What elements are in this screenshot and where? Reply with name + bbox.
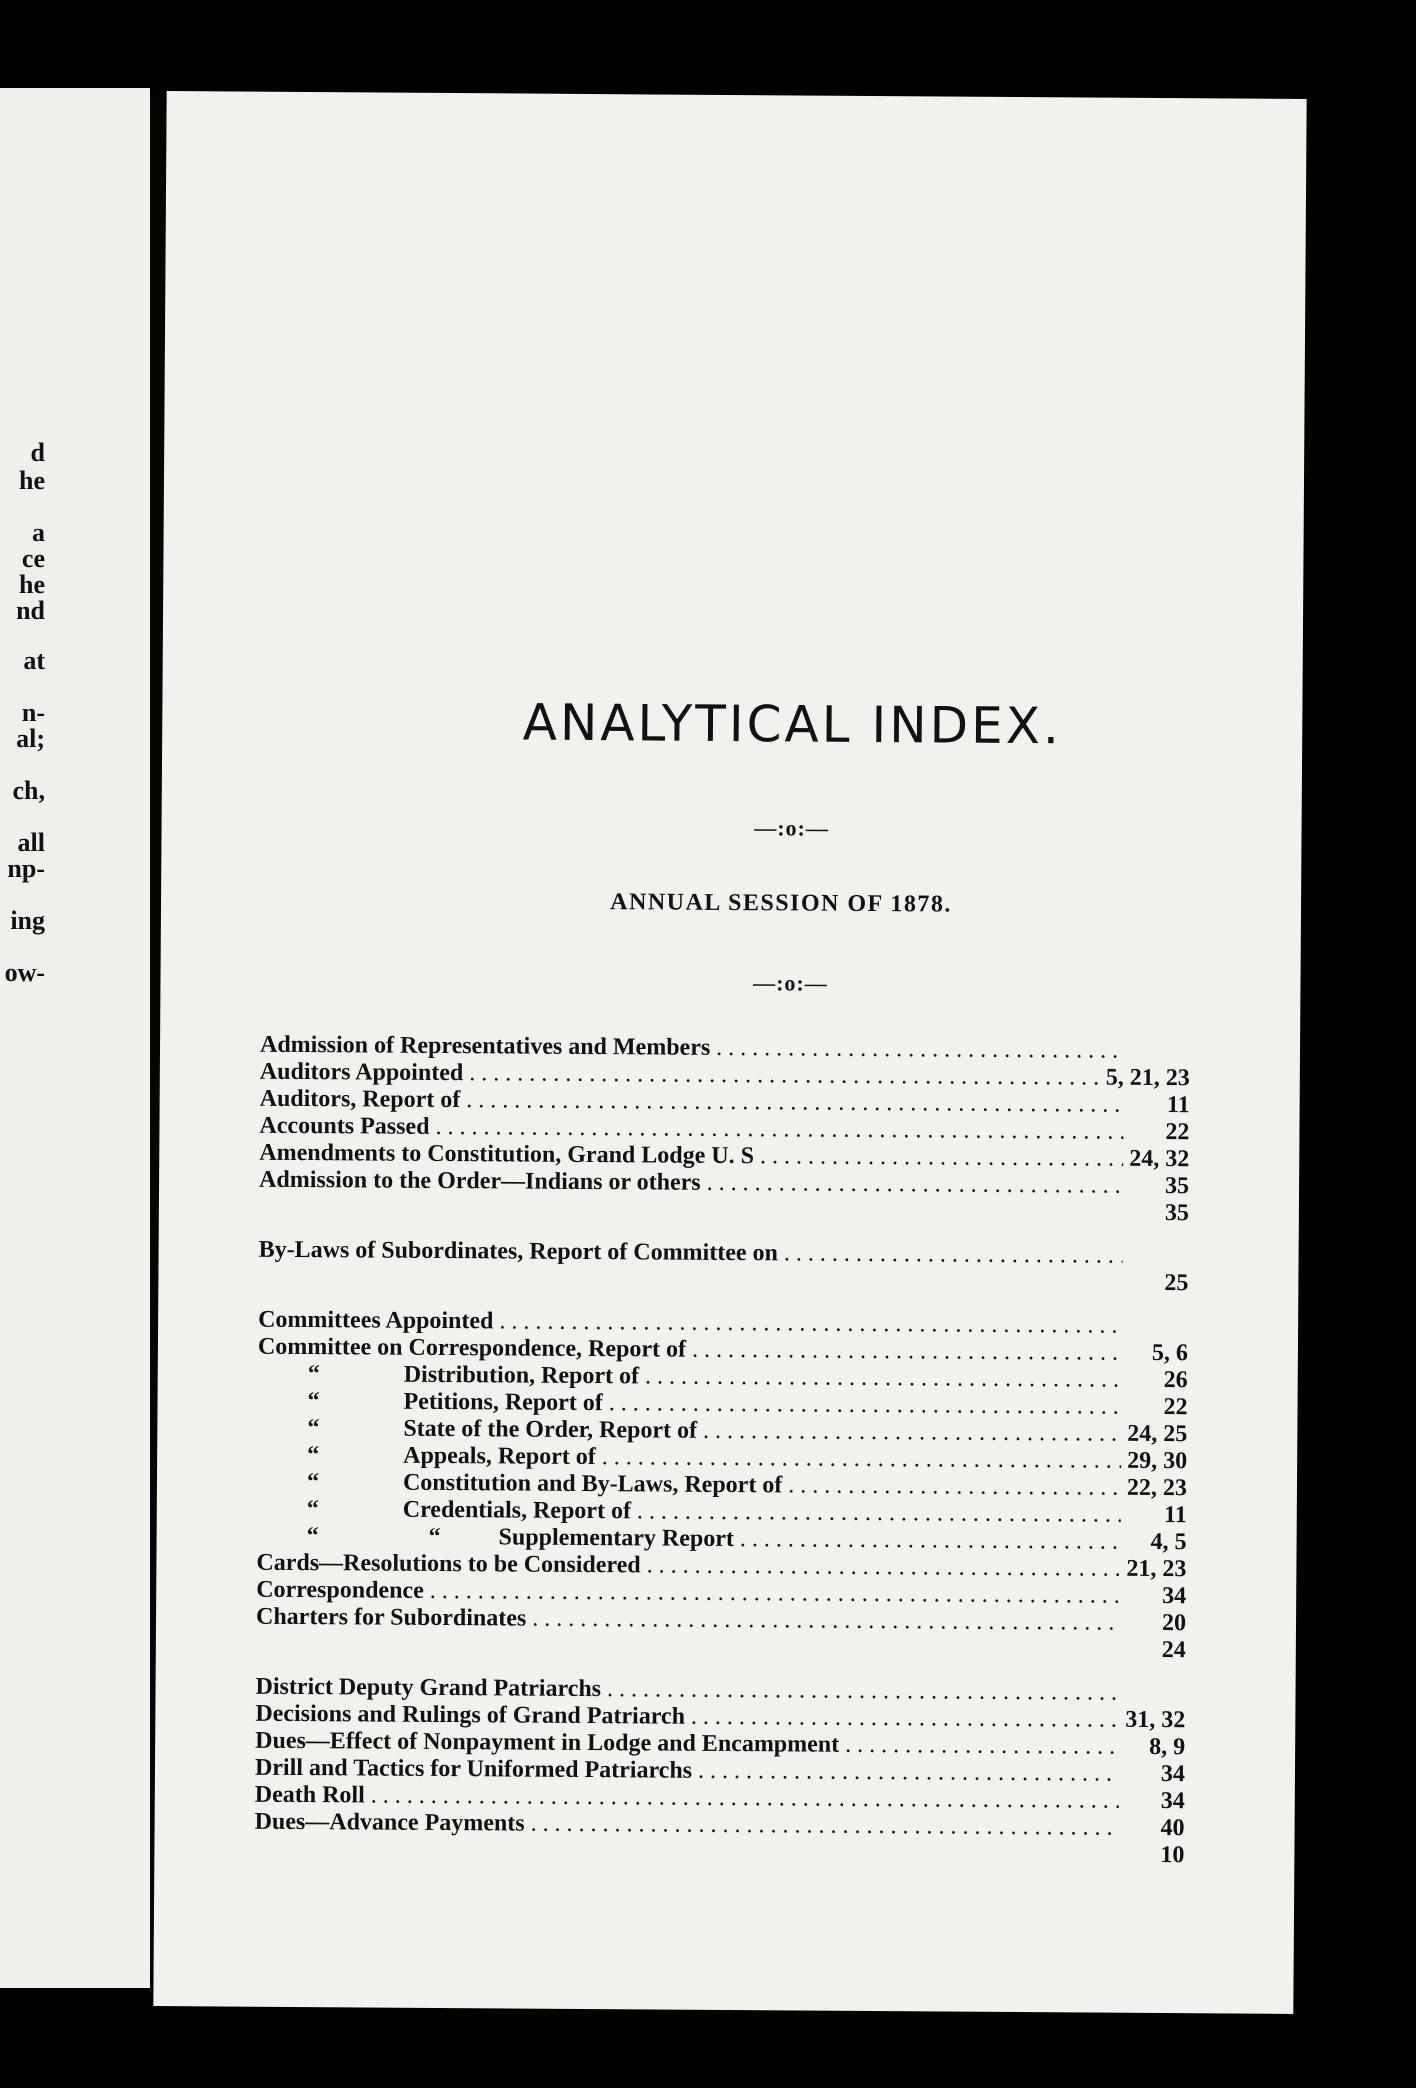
entry-text: Dues—Effect of Nonpayment in Lodge and Encampment <box>255 1727 840 1758</box>
entry-label <box>257 1469 783 1500</box>
left-page-fragment: ce <box>21 544 45 573</box>
entry-label <box>259 1237 778 1268</box>
entry-text: Auditors Appointed <box>259 1058 464 1087</box>
dot-leader <box>845 1732 1119 1761</box>
ditto-mark: “ <box>306 1496 319 1523</box>
dot-leader <box>607 1676 1120 1707</box>
left-page-text-fragments <box>0 88 150 1988</box>
page-numbers: 22, 23 <box>1126 1474 1188 1502</box>
ditto-mark: “ <box>428 1523 441 1550</box>
entry-text: Credentials, Report of <box>402 1496 632 1525</box>
ditto-mark: “ <box>306 1523 319 1550</box>
entry-text: Committees Appointed <box>258 1306 494 1335</box>
entry-text: Committee on Correspondence, Report of <box>257 1333 687 1363</box>
dot-leader <box>703 1418 1121 1448</box>
left-page-fragment: ch, <box>12 776 45 805</box>
entry-label <box>259 1167 701 1197</box>
entry-text: Drill and Tactics for Uniformed Patriarchs <box>254 1754 693 1784</box>
left-page-fragment: he <box>19 570 45 599</box>
left-page-fragment: ing <box>10 906 45 935</box>
dot-leader <box>647 1552 1121 1582</box>
dot-leader <box>784 1240 1123 1269</box>
entry-text: Supplementary Report <box>498 1524 735 1553</box>
dot-leader <box>788 1472 1121 1501</box>
left-page-fragment: nd <box>16 596 45 625</box>
dot-leader <box>691 1704 1120 1734</box>
page-numbers: 40 <box>1160 1815 1185 1842</box>
index-page <box>153 91 1306 2014</box>
dot-leader <box>609 1390 1122 1421</box>
page-numbers: 35 <box>1164 1173 1190 1200</box>
entry-text: Admission of Representatives and Members <box>259 1031 711 1061</box>
ditto-mark: “ <box>306 1469 320 1496</box>
entry-label <box>255 1674 601 1703</box>
ditto-mark: “ <box>307 1415 320 1442</box>
left-page-fragment: al; <box>16 724 45 753</box>
page-numbers: 34 <box>1160 1788 1185 1815</box>
entry-text: Correspondence <box>256 1576 424 1604</box>
entry-label <box>256 1577 424 1605</box>
entry-text: Accounts Passed <box>259 1112 430 1140</box>
entry-text: Death Roll <box>254 1781 365 1809</box>
session-subtitle: ANNUAL SESSION OF 1878. <box>610 889 952 918</box>
entry-text: Admission to the Order—Indians or others <box>259 1166 701 1196</box>
entry-text: Cards—Resolutions to be Considered <box>256 1549 641 1579</box>
entry-text: Distribution, Report of <box>403 1361 640 1390</box>
page-numbers: 20 <box>1161 1610 1187 1637</box>
entry-label <box>257 1415 697 1445</box>
entry-label <box>257 1496 631 1526</box>
entry-label <box>255 1701 685 1731</box>
ditto-mark: “ <box>307 1361 320 1388</box>
entry-text: District Deputy Grand Patriarchs <box>255 1673 602 1703</box>
entry-label <box>259 1140 754 1170</box>
left-page-fragment: he <box>19 466 45 495</box>
page-numbers: 34 <box>1160 1761 1186 1788</box>
entry-text: Constitution and By-Laws, Report of <box>402 1469 783 1499</box>
dot-leader <box>698 1758 1119 1788</box>
dot-leader <box>692 1337 1122 1367</box>
page-numbers: 25 <box>1164 1270 1189 1297</box>
page-numbers: 8, 9 <box>1149 1733 1186 1761</box>
subtitle-separator: —:o:— <box>753 970 828 996</box>
page-numbers: 4, 5 <box>1150 1528 1187 1556</box>
left-page-fragment: d <box>30 438 45 467</box>
dot-leader <box>532 1606 1120 1637</box>
dot-leader <box>645 1363 1122 1393</box>
page-numbers: 29, 30 <box>1127 1447 1188 1475</box>
page-numbers: 24 <box>1161 1637 1186 1664</box>
entry-text: By-Laws of Subordinates, Report of Committee on <box>258 1236 779 1267</box>
page-numbers: 21, 23 <box>1126 1555 1187 1583</box>
page-numbers: 31, 32 <box>1125 1706 1186 1734</box>
entry-label <box>255 1755 692 1785</box>
dot-leader <box>707 1170 1124 1200</box>
entry-label <box>260 1032 710 1062</box>
index-list <box>254 1032 1190 1869</box>
left-page-fragment: n- <box>21 698 45 727</box>
dot-leader <box>760 1143 1123 1173</box>
page-numbers: 22 <box>1163 1394 1188 1421</box>
page-numbers: 11 <box>1166 1092 1190 1119</box>
entry-label <box>257 1523 735 1553</box>
page-numbers: 10 <box>1160 1842 1185 1869</box>
entry-label <box>260 1059 464 1087</box>
entry-label <box>255 1782 365 1810</box>
page-numbers: 24, 25 <box>1127 1420 1188 1448</box>
page-numbers: 5, 21, 23 <box>1105 1064 1190 1092</box>
entry-text: Dues—Advance Payments <box>254 1808 525 1837</box>
page-numbers: 24, 32 <box>1129 1145 1190 1173</box>
entry-text: Decisions and Rulings of Grand Patriarch <box>255 1700 686 1730</box>
left-page-fragment: at <box>23 646 45 675</box>
entry-label <box>256 1604 526 1633</box>
page-numbers: 35 <box>1164 1200 1189 1227</box>
page-numbers: 34 <box>1162 1583 1187 1610</box>
page-numbers: 26 <box>1163 1367 1188 1394</box>
left-page-fragment: all <box>17 828 45 857</box>
page-numbers: 11 <box>1164 1502 1187 1529</box>
entry-text: Petitions, Report of <box>403 1388 603 1417</box>
entry-label <box>258 1334 686 1364</box>
entry-label <box>260 1086 461 1114</box>
entry-text: Amendments to Constitution, Grand Lodge U. S <box>259 1139 755 1170</box>
left-facing-page <box>0 88 150 1988</box>
entry-text: Auditors, Report of <box>259 1085 461 1114</box>
entry-label <box>257 1442 596 1471</box>
left-page-fragment: a <box>32 518 45 547</box>
dot-leader <box>716 1035 1124 1065</box>
dot-leader <box>499 1308 1122 1339</box>
left-page-fragment: np- <box>7 854 45 883</box>
entry-label <box>256 1550 640 1580</box>
page-numbers: 5, 6 <box>1151 1339 1189 1367</box>
dot-leader <box>531 1811 1119 1842</box>
ditto-mark: “ <box>307 1442 320 1469</box>
dot-leader <box>602 1444 1122 1475</box>
entry-label <box>255 1809 525 1838</box>
page-numbers: 22 <box>1165 1119 1190 1146</box>
entry-text: Charters for Subordinates <box>255 1603 527 1632</box>
entry-label <box>257 1388 602 1417</box>
page-title: ANALYTICAL INDEX. <box>522 693 1063 756</box>
dot-leader <box>740 1526 1121 1556</box>
entry-label <box>258 1307 494 1336</box>
title-separator: —:o:— <box>754 815 829 841</box>
entry-label <box>259 1113 429 1141</box>
ditto-mark: “ <box>307 1388 320 1415</box>
left-page-fragment: ow- <box>4 958 45 987</box>
dot-leader <box>637 1498 1121 1528</box>
entry-label <box>255 1728 839 1759</box>
entry-text: Appeals, Report of <box>403 1442 596 1471</box>
entry-text: State of the Order, Report of <box>403 1415 698 1444</box>
entry-label <box>258 1361 640 1391</box>
